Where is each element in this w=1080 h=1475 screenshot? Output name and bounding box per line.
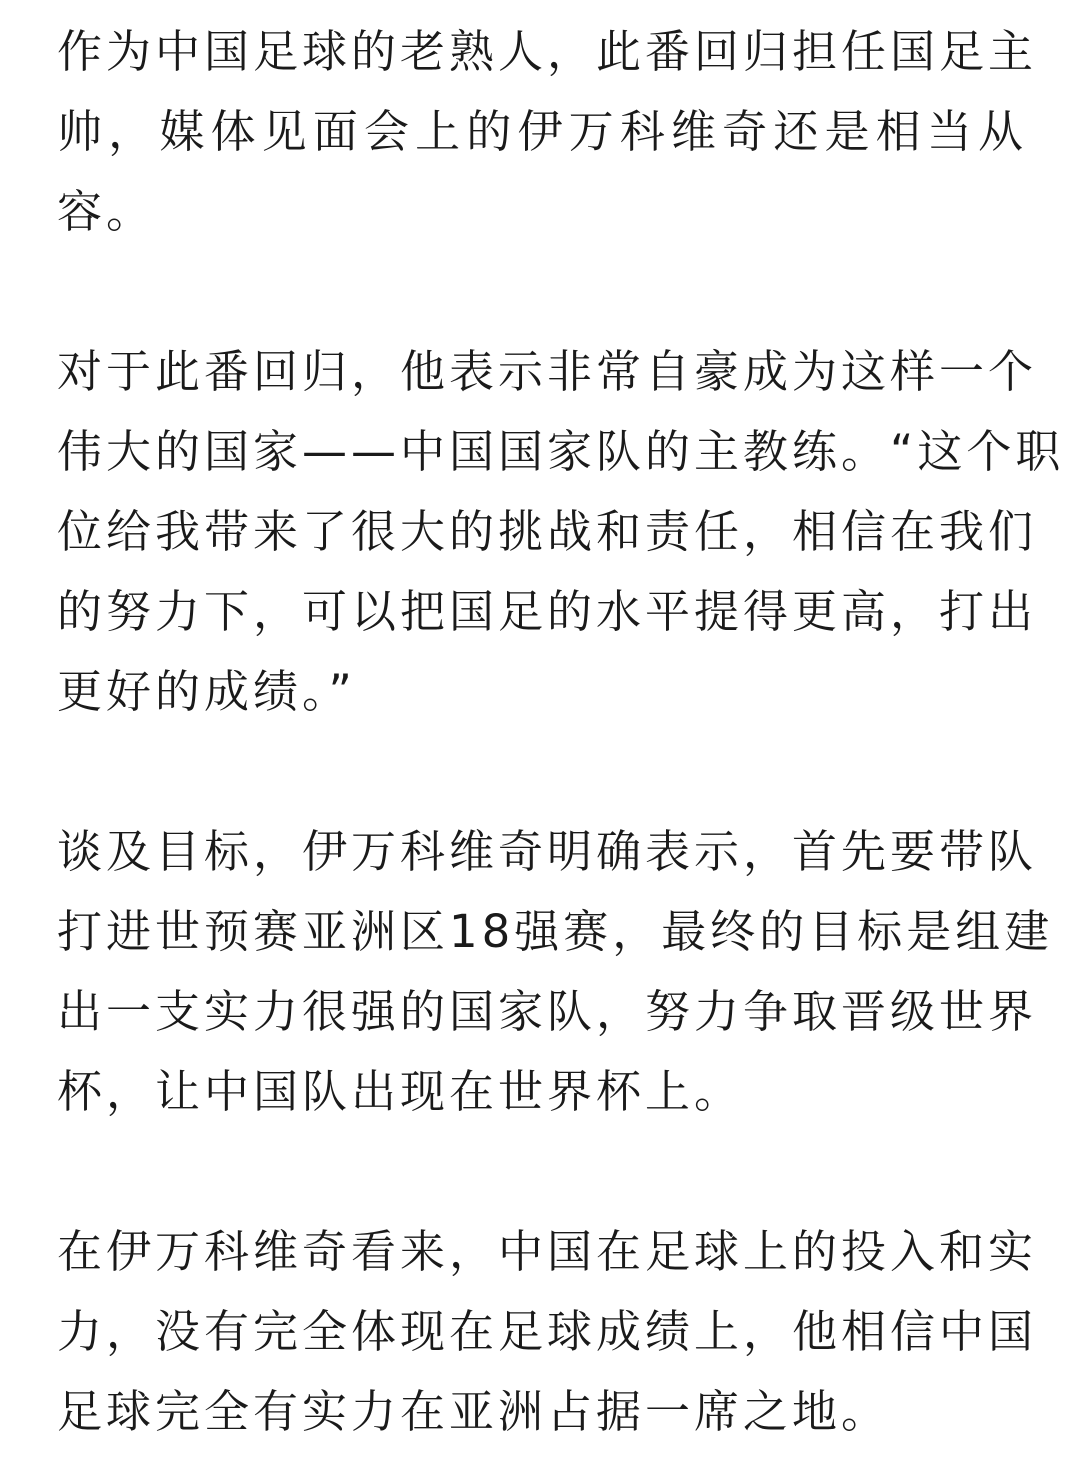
paragraph-line: 谈及目标，伊万科维奇明确表示，首先要带队: [57, 825, 1038, 878]
paragraph-3: [57, 812, 1054, 1132]
paragraph-4: [57, 1212, 1038, 1452]
paragraph-line: 伟大的国家——中国国家队的主教练。“这个职: [57, 425, 1065, 478]
paragraph-line: 容。: [57, 185, 156, 238]
article-body: [57, 12, 1065, 1452]
paragraph-line: 作为中国足球的老熟人，此番回归担任国足主: [57, 25, 1038, 78]
paragraph-line: 的努力下，可以把国足的水平提得更高，打出: [57, 585, 1038, 638]
paragraph-line: 对于此番回归，他表示非常自豪成为这样一个: [57, 345, 1038, 398]
paragraph-line: 力，没有完全体现在足球成绩上，他相信中国: [57, 1305, 1038, 1358]
paragraph-line: 位给我带来了很大的挑战和责任，相信在我们: [57, 505, 1038, 558]
paragraph-line: 出一支实力很强的国家队，努力争取晋级世界: [57, 985, 1038, 1038]
paragraph-line: 杯，让中国队出现在世界杯上。: [57, 1065, 744, 1118]
paragraph-line: 更好的成绩。”: [57, 665, 356, 718]
paragraph-2: [57, 332, 1065, 732]
paragraph-1: [57, 12, 1038, 252]
paragraph-line: 在伊万科维奇看来，中国在足球上的投入和实: [57, 1225, 1038, 1278]
paragraph-line: 打进世预赛亚洲区18强赛，最终的目标是组建: [57, 905, 1054, 958]
paragraph-line: 足球完全有实力在亚洲占据一席之地。: [57, 1385, 891, 1438]
paragraph-line: 帅，媒体见面会上的伊万科维奇还是相当从: [57, 105, 1027, 158]
